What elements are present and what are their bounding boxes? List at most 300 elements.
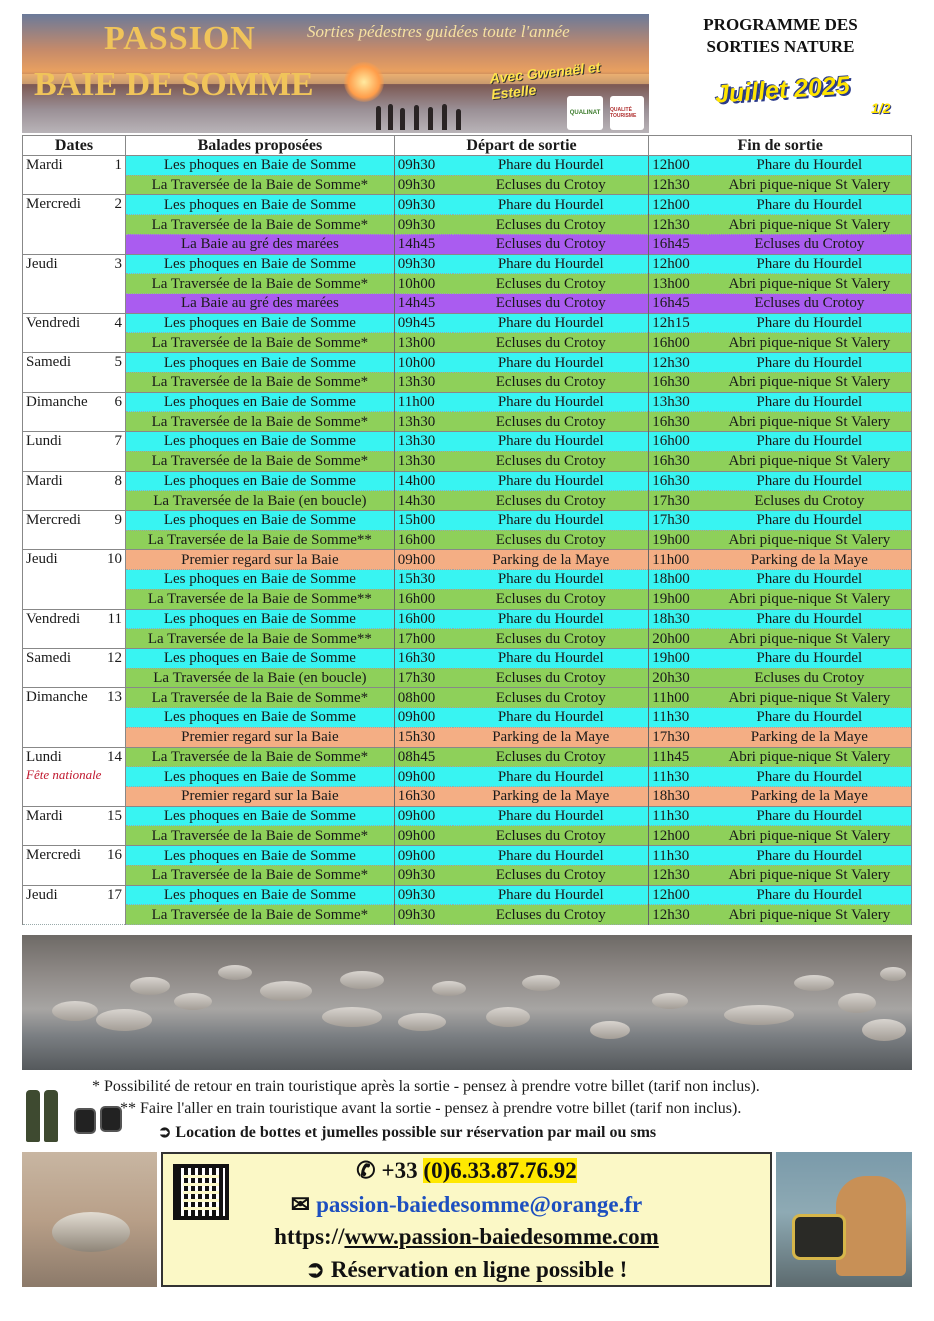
departure-place: Ecluses du Crotoy bbox=[453, 234, 649, 254]
end-place: Parking de la Maye bbox=[708, 727, 912, 747]
table-row bbox=[23, 767, 912, 787]
footnotes bbox=[22, 1074, 912, 1146]
walk-name: La Traversée de la Baie de Somme* bbox=[126, 865, 395, 885]
walk-name: Les phoques en Baie de Somme bbox=[126, 806, 395, 826]
end-time: 12h30 bbox=[649, 865, 708, 885]
end-time: 20h00 bbox=[649, 629, 708, 649]
departure-time: 09h30 bbox=[394, 175, 453, 195]
walk-name: Les phoques en Baie de Somme bbox=[126, 846, 395, 866]
date-cell bbox=[23, 313, 126, 352]
date-cell bbox=[23, 471, 126, 510]
departure-time: 15h00 bbox=[394, 510, 453, 530]
walk-name: La Traversée de la Baie de Somme** bbox=[126, 530, 395, 550]
date-cell bbox=[23, 648, 126, 687]
departure-time: 09h00 bbox=[394, 767, 453, 787]
day-number: 8 bbox=[114, 472, 122, 489]
departure-place: Phare du Hourdel bbox=[453, 156, 649, 176]
end-place: Abri pique-nique St Valery bbox=[708, 747, 912, 767]
day-name: Vendredi bbox=[26, 610, 81, 627]
boots-icon bbox=[26, 1082, 62, 1142]
departure-time: 13h30 bbox=[394, 432, 453, 452]
day-name: Vendredi bbox=[26, 314, 81, 331]
qualinat-logo: QUALINAT bbox=[567, 96, 603, 130]
month-label: Juillet 2025 bbox=[714, 71, 851, 109]
departure-time: 09h00 bbox=[394, 846, 453, 866]
date-cell bbox=[23, 392, 126, 431]
walk-name: Les phoques en Baie de Somme bbox=[126, 195, 395, 215]
walk-name: La Traversée de la Baie de Somme* bbox=[126, 688, 395, 708]
schedule-table bbox=[22, 135, 912, 925]
table-row bbox=[23, 530, 912, 550]
walk-name: La Traversée de la Baie de Somme* bbox=[126, 175, 395, 195]
qualite-tourisme-logo: QUALITÉ TOURISME bbox=[610, 96, 644, 130]
table-row bbox=[23, 234, 912, 254]
end-time: 16h45 bbox=[649, 234, 708, 254]
departure-place: Phare du Hourdel bbox=[453, 254, 649, 274]
day-number: 6 bbox=[114, 393, 122, 410]
end-time: 19h00 bbox=[649, 648, 708, 668]
walk-name: Les phoques en Baie de Somme bbox=[126, 570, 395, 590]
end-time: 18h00 bbox=[649, 570, 708, 590]
end-place: Phare du Hourdel bbox=[708, 392, 912, 412]
sun-image bbox=[344, 62, 384, 102]
end-place: Ecluses du Crotoy bbox=[708, 491, 912, 511]
day-name: Dimanche bbox=[26, 393, 88, 410]
end-place: Ecluses du Crotoy bbox=[708, 294, 912, 314]
end-place: Abri pique-nique St Valery bbox=[708, 826, 912, 846]
date-cell bbox=[23, 353, 126, 392]
walk-name: Les phoques en Baie de Somme bbox=[126, 471, 395, 491]
departure-time: 16h30 bbox=[394, 648, 453, 668]
departure-time: 09h30 bbox=[394, 215, 453, 235]
end-place: Ecluses du Crotoy bbox=[708, 234, 912, 254]
departure-time: 09h00 bbox=[394, 806, 453, 826]
table-row bbox=[23, 471, 912, 491]
table-row bbox=[23, 254, 912, 274]
end-place: Abri pique-nique St Valery bbox=[708, 629, 912, 649]
date-cell bbox=[23, 432, 126, 471]
end-place: Phare du Hourdel bbox=[708, 885, 912, 905]
booking-line bbox=[163, 1257, 770, 1283]
day-number: 5 bbox=[114, 354, 122, 371]
end-time: 12h00 bbox=[649, 156, 708, 176]
end-time: 11h45 bbox=[649, 747, 708, 767]
departure-place: Ecluses du Crotoy bbox=[453, 333, 649, 353]
day-number: 12 bbox=[107, 649, 122, 666]
walk-name: La Traversée de la Baie de Somme* bbox=[126, 412, 395, 432]
note-rental bbox=[158, 1122, 656, 1142]
departure-time: 14h45 bbox=[394, 234, 453, 254]
end-time: 13h30 bbox=[649, 392, 708, 412]
departure-place: Ecluses du Crotoy bbox=[453, 747, 649, 767]
table-row bbox=[23, 550, 912, 570]
day-name: Lundi bbox=[26, 748, 62, 765]
table-row bbox=[23, 668, 912, 688]
departure-place: Phare du Hourdel bbox=[453, 353, 649, 373]
table-row bbox=[23, 688, 912, 708]
envelope-icon: ✉ bbox=[290, 1192, 311, 1217]
header-banner bbox=[22, 14, 649, 133]
walk-name: Les phoques en Baie de Somme bbox=[126, 353, 395, 373]
departure-place: Ecluses du Crotoy bbox=[453, 491, 649, 511]
departure-time: 13h00 bbox=[394, 333, 453, 353]
departure-place: Ecluses du Crotoy bbox=[453, 826, 649, 846]
end-place: Abri pique-nique St Valery bbox=[708, 372, 912, 392]
table-row bbox=[23, 747, 912, 767]
departure-place: Ecluses du Crotoy bbox=[453, 175, 649, 195]
end-place: Phare du Hourdel bbox=[708, 510, 912, 530]
brand-title-line1: PASSION bbox=[104, 20, 256, 57]
end-place: Phare du Hourdel bbox=[708, 254, 912, 274]
walk-name: La Traversée de la Baie de Somme* bbox=[126, 747, 395, 767]
date-cell bbox=[23, 846, 126, 885]
table-row bbox=[23, 609, 912, 629]
day-name: Jeudi bbox=[26, 255, 58, 272]
day-name: Mercredi bbox=[26, 196, 81, 213]
end-place: Abri pique-nique St Valery bbox=[708, 688, 912, 708]
seals-photo bbox=[22, 935, 912, 1070]
walk-name: Les phoques en Baie de Somme bbox=[126, 708, 395, 728]
departure-time: 16h00 bbox=[394, 589, 453, 609]
email-line bbox=[163, 1192, 770, 1218]
day-name: Mercredi bbox=[26, 511, 81, 528]
seal-photo bbox=[22, 1152, 157, 1287]
booking-text[interactable]: Réservation en ligne possible ! bbox=[330, 1257, 628, 1282]
end-time: 17h30 bbox=[649, 510, 708, 530]
end-place: Abri pique-nique St Valery bbox=[708, 589, 912, 609]
phone-line bbox=[163, 1158, 770, 1184]
walk-name: Les phoques en Baie de Somme bbox=[126, 432, 395, 452]
table-row bbox=[23, 865, 912, 885]
walk-name: Les phoques en Baie de Somme bbox=[126, 648, 395, 668]
table-row bbox=[23, 274, 912, 294]
end-place: Phare du Hourdel bbox=[708, 609, 912, 629]
departure-time: 09h00 bbox=[394, 550, 453, 570]
end-place: Abri pique-nique St Valery bbox=[708, 451, 912, 471]
date-cell bbox=[23, 156, 126, 195]
day-number: 15 bbox=[107, 807, 122, 824]
end-time: 11h30 bbox=[649, 708, 708, 728]
departure-time: 08h00 bbox=[394, 688, 453, 708]
end-place: Phare du Hourdel bbox=[708, 313, 912, 333]
end-time: 16h30 bbox=[649, 471, 708, 491]
walk-name: La Traversée de la Baie de Somme* bbox=[126, 215, 395, 235]
walk-name: Les phoques en Baie de Somme bbox=[126, 510, 395, 530]
end-time: 16h30 bbox=[649, 412, 708, 432]
day-name: Dimanche bbox=[26, 689, 88, 706]
walk-name: La Traversée de la Baie de Somme** bbox=[126, 589, 395, 609]
departure-time: 09h00 bbox=[394, 708, 453, 728]
departure-place: Ecluses du Crotoy bbox=[453, 215, 649, 235]
program-title-line2: SORTIES NATURE bbox=[706, 37, 855, 56]
table-row bbox=[23, 905, 912, 925]
table-row bbox=[23, 629, 912, 649]
table-row bbox=[23, 570, 912, 590]
day-number: 13 bbox=[107, 689, 122, 706]
day-name: Lundi bbox=[26, 433, 62, 450]
walk-name: Les phoques en Baie de Somme bbox=[126, 885, 395, 905]
departure-time: 14h00 bbox=[394, 471, 453, 491]
end-time: 11h00 bbox=[649, 688, 708, 708]
departure-place: Phare du Hourdel bbox=[453, 195, 649, 215]
departure-time: 15h30 bbox=[394, 727, 453, 747]
table-row bbox=[23, 175, 912, 195]
departure-time: 16h00 bbox=[394, 530, 453, 550]
walk-name: La Traversée de la Baie de Somme* bbox=[126, 333, 395, 353]
end-time: 17h30 bbox=[649, 491, 708, 511]
end-time: 16h30 bbox=[649, 372, 708, 392]
end-time: 20h30 bbox=[649, 668, 708, 688]
departure-time: 13h30 bbox=[394, 372, 453, 392]
departure-place: Phare du Hourdel bbox=[453, 313, 649, 333]
departure-place: Parking de la Maye bbox=[453, 787, 649, 807]
walk-name: La Traversée de la Baie de Somme** bbox=[126, 629, 395, 649]
end-place: Phare du Hourdel bbox=[708, 432, 912, 452]
end-time: 19h00 bbox=[649, 530, 708, 550]
note-outbound-train: ** Faire l'aller en train touristique avant la sortie - pensez à prendre votre billet (tarif non inclus). bbox=[120, 1100, 742, 1117]
date-cell bbox=[23, 806, 126, 845]
table-row bbox=[23, 215, 912, 235]
day-number: 2 bbox=[114, 196, 122, 213]
walk-name: La Traversée de la Baie (en boucle) bbox=[126, 668, 395, 688]
walk-name: La Traversée de la Baie de Somme* bbox=[126, 826, 395, 846]
contact-box bbox=[161, 1152, 772, 1287]
phone-number[interactable]: (0)6.33.87.76.92 bbox=[423, 1158, 577, 1183]
end-place: Phare du Hourdel bbox=[708, 806, 912, 826]
date-cell bbox=[23, 510, 126, 549]
table-row bbox=[23, 491, 912, 511]
end-time: 11h30 bbox=[649, 767, 708, 787]
walk-name: La Traversée de la Baie de Somme* bbox=[126, 451, 395, 471]
day-number: 16 bbox=[107, 847, 122, 864]
departure-place: Ecluses du Crotoy bbox=[453, 589, 649, 609]
day-number: 9 bbox=[114, 511, 122, 528]
departure-time: 09h30 bbox=[394, 865, 453, 885]
page-indicator: 1/2 bbox=[871, 100, 891, 116]
departure-place: Phare du Hourdel bbox=[453, 432, 649, 452]
departure-place: Ecluses du Crotoy bbox=[453, 412, 649, 432]
walkers-silhouettes bbox=[374, 102, 474, 130]
departure-time: 09h30 bbox=[394, 156, 453, 176]
end-place: Parking de la Maye bbox=[708, 550, 912, 570]
end-place: Abri pique-nique St Valery bbox=[708, 215, 912, 235]
end-place: Abri pique-nique St Valery bbox=[708, 274, 912, 294]
end-place: Phare du Hourdel bbox=[708, 353, 912, 373]
departure-place: Ecluses du Crotoy bbox=[453, 629, 649, 649]
brand-subtitle: Sorties pédestres guidées toute l'année bbox=[307, 22, 570, 41]
end-place: Phare du Hourdel bbox=[708, 471, 912, 491]
day-name: Mardi bbox=[26, 157, 63, 173]
end-time: 11h30 bbox=[649, 846, 708, 866]
day-name: Jeudi bbox=[26, 886, 58, 903]
website-line bbox=[163, 1224, 770, 1250]
end-place: Parking de la Maye bbox=[708, 787, 912, 807]
end-place: Abri pique-nique St Valery bbox=[708, 412, 912, 432]
table-row bbox=[23, 708, 912, 728]
table-row bbox=[23, 648, 912, 668]
walk-name: La Traversée de la Baie de Somme* bbox=[126, 905, 395, 925]
date-cell bbox=[23, 747, 126, 806]
departure-time: 15h30 bbox=[394, 570, 453, 590]
departure-place: Ecluses du Crotoy bbox=[453, 451, 649, 471]
program-title-line1: PROGRAMME DES bbox=[703, 15, 858, 34]
holiday-note: Fête nationale bbox=[26, 766, 102, 782]
end-place: Abri pique-nique St Valery bbox=[708, 333, 912, 353]
header-walks: Balades proposées bbox=[126, 136, 395, 156]
end-time: 11h00 bbox=[649, 550, 708, 570]
date-cell bbox=[23, 195, 126, 254]
departure-time: 09h30 bbox=[394, 885, 453, 905]
end-place: Phare du Hourdel bbox=[708, 195, 912, 215]
day-name: Mercredi bbox=[26, 847, 81, 864]
table-row bbox=[23, 806, 912, 826]
end-time: 12h30 bbox=[649, 353, 708, 373]
end-place: Phare du Hourdel bbox=[708, 156, 912, 176]
end-place: Abri pique-nique St Valery bbox=[708, 905, 912, 925]
departure-place: Phare du Hourdel bbox=[453, 806, 649, 826]
table-row bbox=[23, 432, 912, 452]
end-time: 16h45 bbox=[649, 294, 708, 314]
departure-time: 14h30 bbox=[394, 491, 453, 511]
arrow-right-icon: ➲ bbox=[305, 1257, 325, 1282]
departure-place: Phare du Hourdel bbox=[453, 609, 649, 629]
departure-time: 14h45 bbox=[394, 294, 453, 314]
end-time: 12h00 bbox=[649, 885, 708, 905]
end-place: Phare du Hourdel bbox=[708, 846, 912, 866]
end-time: 12h00 bbox=[649, 254, 708, 274]
walk-name: Les phoques en Baie de Somme bbox=[126, 156, 395, 176]
guides-label: Avec Gwenaël et Estelle bbox=[488, 58, 602, 103]
day-number: 10 bbox=[107, 551, 122, 568]
departure-place: Phare du Hourdel bbox=[453, 648, 649, 668]
website-prefix: https:// bbox=[274, 1224, 345, 1249]
departure-time: 09h45 bbox=[394, 313, 453, 333]
table-row bbox=[23, 372, 912, 392]
arrow-right-icon: ➲ bbox=[158, 1124, 176, 1141]
departure-time: 17h00 bbox=[394, 629, 453, 649]
departure-place: Phare du Hourdel bbox=[453, 708, 649, 728]
departure-time: 13h30 bbox=[394, 412, 453, 432]
departure-time: 09h30 bbox=[394, 195, 453, 215]
end-time: 12h30 bbox=[649, 215, 708, 235]
departure-time: 17h30 bbox=[394, 668, 453, 688]
departure-time: 09h00 bbox=[394, 826, 453, 846]
date-cell bbox=[23, 609, 126, 648]
table-header-row bbox=[23, 136, 912, 156]
departure-place: Phare du Hourdel bbox=[453, 471, 649, 491]
walk-name: Premier regard sur la Baie bbox=[126, 787, 395, 807]
end-time: 17h30 bbox=[649, 727, 708, 747]
departure-place: Phare du Hourdel bbox=[453, 767, 649, 787]
departure-place: Ecluses du Crotoy bbox=[453, 294, 649, 314]
day-name: Samedi bbox=[26, 354, 71, 371]
email-link[interactable]: passion-baiedesomme@orange.fr bbox=[316, 1192, 643, 1217]
day-name: Samedi bbox=[26, 649, 71, 666]
day-number: 14 bbox=[107, 748, 122, 765]
table-row bbox=[23, 353, 912, 373]
header-end: Fin de sortie bbox=[649, 136, 912, 156]
table-row bbox=[23, 313, 912, 333]
website-link[interactable]: www.passion-baiedesomme.com bbox=[344, 1224, 659, 1249]
end-time: 18h30 bbox=[649, 609, 708, 629]
departure-time: 09h30 bbox=[394, 254, 453, 274]
day-number: 1 bbox=[114, 157, 122, 173]
end-time: 12h15 bbox=[649, 313, 708, 333]
departure-place: Phare du Hourdel bbox=[453, 510, 649, 530]
end-time: 12h30 bbox=[649, 905, 708, 925]
walk-name: Premier regard sur la Baie bbox=[126, 550, 395, 570]
end-time: 11h30 bbox=[649, 806, 708, 826]
date-cell bbox=[23, 550, 126, 609]
phone-prefix: +33 bbox=[381, 1158, 424, 1183]
day-name: Mardi bbox=[26, 807, 63, 824]
end-time: 16h00 bbox=[649, 432, 708, 452]
table-row bbox=[23, 846, 912, 866]
walk-name: La Baie au gré des marées bbox=[126, 294, 395, 314]
departure-place: Parking de la Maye bbox=[453, 550, 649, 570]
guide-photo bbox=[776, 1152, 912, 1287]
date-cell bbox=[23, 254, 126, 313]
departure-place: Phare du Hourdel bbox=[453, 846, 649, 866]
departure-place: Ecluses du Crotoy bbox=[453, 372, 649, 392]
table-row bbox=[23, 156, 912, 176]
departure-place: Ecluses du Crotoy bbox=[453, 274, 649, 294]
walk-name: La Traversée de la Baie de Somme* bbox=[126, 274, 395, 294]
departure-place: Ecluses du Crotoy bbox=[453, 865, 649, 885]
table-row bbox=[23, 589, 912, 609]
end-place: Phare du Hourdel bbox=[708, 570, 912, 590]
table-row bbox=[23, 294, 912, 314]
table-row bbox=[23, 392, 912, 412]
mobile-phone-icon: ✆ bbox=[356, 1158, 376, 1183]
end-time: 19h00 bbox=[649, 589, 708, 609]
end-time: 16h00 bbox=[649, 333, 708, 353]
table-row bbox=[23, 412, 912, 432]
note-rental-text: Location de bottes et jumelles possible sur réservation par mail ou sms bbox=[175, 1124, 657, 1141]
date-cell bbox=[23, 885, 126, 924]
departure-time: 10h00 bbox=[394, 353, 453, 373]
day-number: 11 bbox=[107, 610, 122, 627]
table-row bbox=[23, 826, 912, 846]
end-place: Ecluses du Crotoy bbox=[708, 668, 912, 688]
end-place: Abri pique-nique St Valery bbox=[708, 530, 912, 550]
departure-place: Ecluses du Crotoy bbox=[453, 905, 649, 925]
header-departure: Départ de sortie bbox=[394, 136, 648, 156]
table-row bbox=[23, 333, 912, 353]
day-number: 7 bbox=[114, 433, 122, 450]
departure-time: 08h45 bbox=[394, 747, 453, 767]
departure-place: Ecluses du Crotoy bbox=[453, 530, 649, 550]
day-name: Mardi bbox=[26, 472, 63, 489]
brand-title-line2: BAIE DE SOMME bbox=[34, 66, 314, 103]
departure-time: 10h00 bbox=[394, 274, 453, 294]
table-row bbox=[23, 787, 912, 807]
departure-place: Parking de la Maye bbox=[453, 727, 649, 747]
end-time: 12h30 bbox=[649, 175, 708, 195]
walk-name: Les phoques en Baie de Somme bbox=[126, 767, 395, 787]
program-header bbox=[649, 14, 912, 133]
walk-name: Les phoques en Baie de Somme bbox=[126, 392, 395, 412]
walk-name: La Traversée de la Baie de Somme* bbox=[126, 372, 395, 392]
end-place: Phare du Hourdel bbox=[708, 708, 912, 728]
table-row bbox=[23, 727, 912, 747]
day-number: 4 bbox=[114, 314, 122, 331]
departure-place: Phare du Hourdel bbox=[453, 885, 649, 905]
note-return-train: * Possibilité de retour en train touristique après la sortie - pensez à prendre votre billet (tarif non inclus). bbox=[92, 1078, 760, 1095]
walk-name: Les phoques en Baie de Somme bbox=[126, 609, 395, 629]
day-name: Jeudi bbox=[26, 551, 58, 568]
walk-name: Les phoques en Baie de Somme bbox=[126, 313, 395, 333]
